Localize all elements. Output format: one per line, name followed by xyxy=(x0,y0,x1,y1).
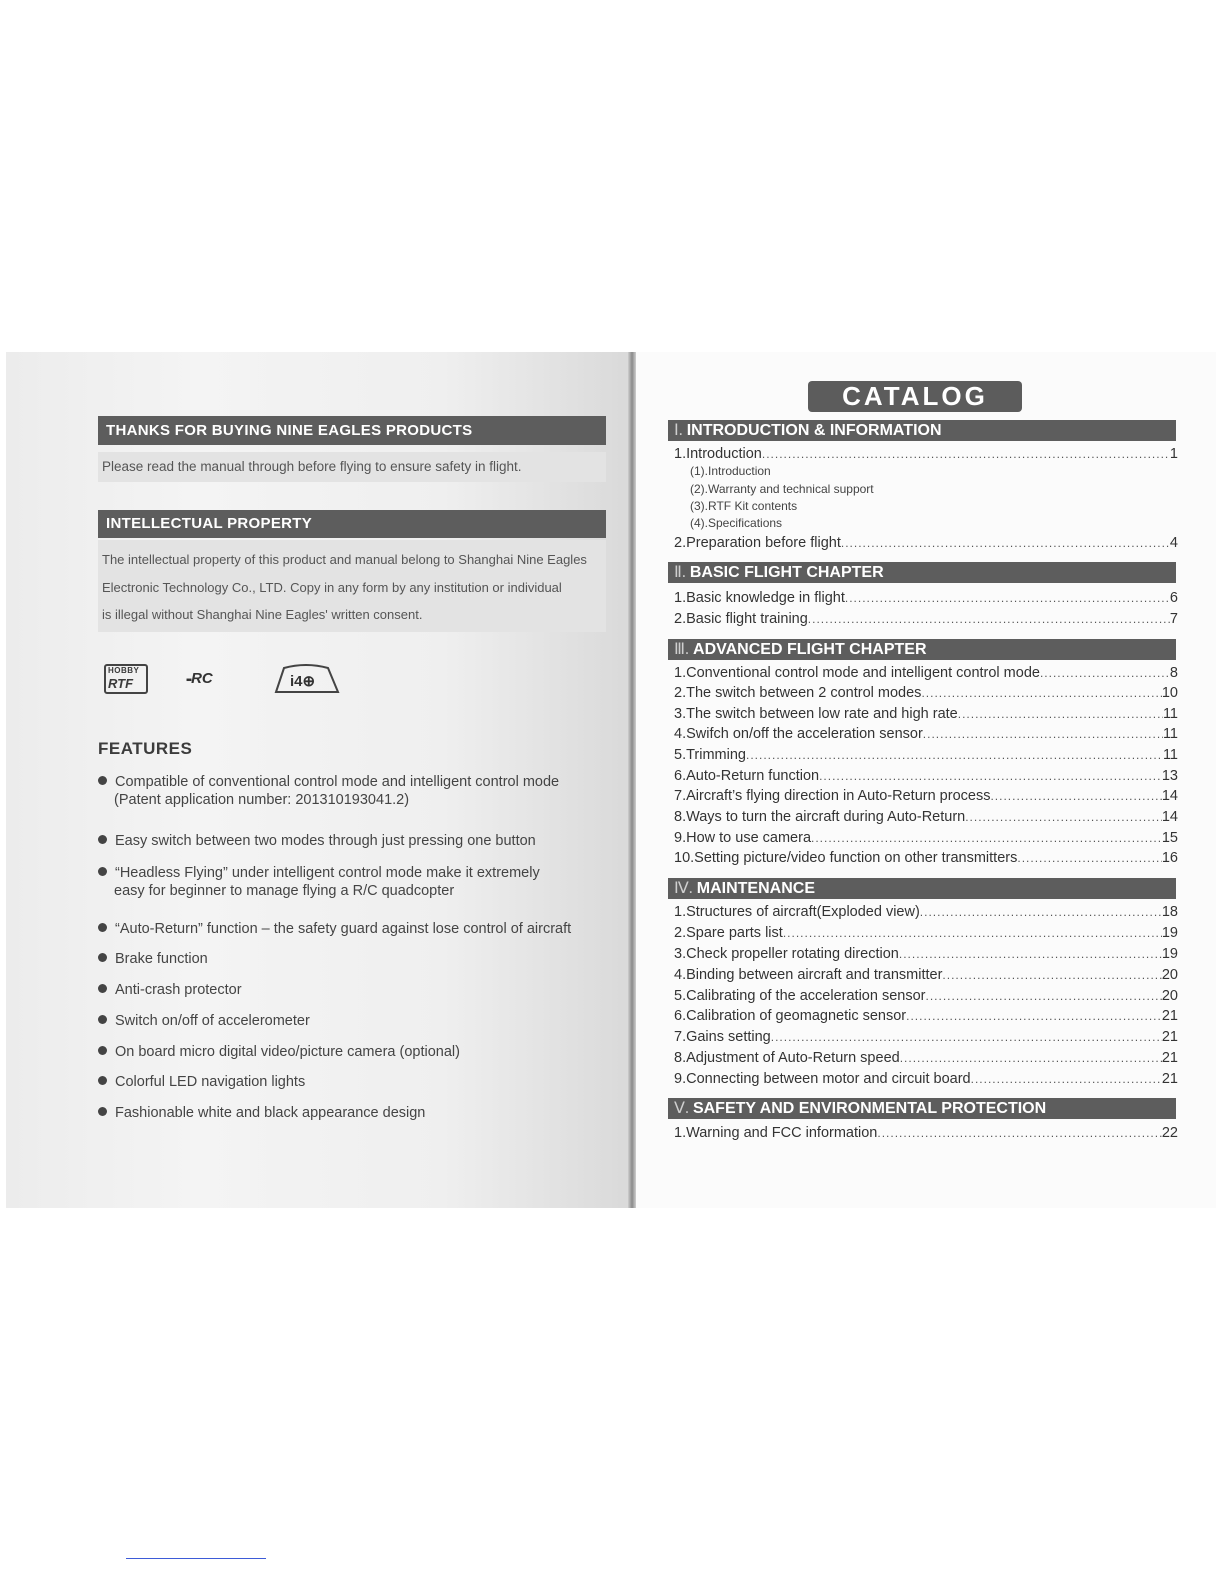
scan-artifact-line xyxy=(126,1558,266,1559)
feature-item xyxy=(98,832,608,850)
toc-entry[interactable] xyxy=(674,1049,1178,1067)
feature-text: Easy switch between two modes through just pressing one button xyxy=(115,833,536,849)
leader-dots xyxy=(746,746,1163,764)
intellectual-property-header: INTELLECTUAL PROPERTY xyxy=(98,510,606,538)
toc-page: 8 xyxy=(1169,665,1178,681)
feature-item xyxy=(98,864,608,900)
toc-page: 19 xyxy=(1161,925,1178,941)
toc-text: 1.Structures of aircraft(Exploded view) xyxy=(674,904,920,920)
toc-entry[interactable] xyxy=(674,829,1178,847)
leader-dots xyxy=(965,808,1162,826)
toc-text: 8.Ways to turn the aircraft during Auto-Return xyxy=(674,809,966,825)
leader-dots xyxy=(971,1070,1162,1088)
toc-page: 21 xyxy=(1161,1029,1178,1045)
section-title: ADVANCED FLIGHT CHAPTER xyxy=(693,641,927,658)
leader-dots xyxy=(1040,664,1170,682)
rc-logo: ▪▪RC xyxy=(186,670,213,687)
hobby-rtf-logo xyxy=(104,664,148,694)
leader-dots xyxy=(906,1007,1162,1025)
toc-entry[interactable] xyxy=(674,945,1178,963)
rtf-logo-text: RTF xyxy=(108,676,134,691)
i4-shield-logo xyxy=(272,664,340,694)
leader-dots xyxy=(845,589,1170,607)
rc-logo-text: RC xyxy=(191,670,213,687)
bullet-icon xyxy=(98,1107,107,1116)
leader-dots xyxy=(958,705,1163,723)
toc-subentry: (2).Warranty and technical support xyxy=(690,482,874,496)
toc-entry[interactable] xyxy=(674,664,1178,682)
ip-line: is illegal without Shanghai Nine Eagles' written consent. xyxy=(102,607,423,622)
feature-item xyxy=(98,773,608,809)
toc-page: 4 xyxy=(1169,535,1178,551)
leader-dots xyxy=(771,1028,1162,1046)
leader-dots xyxy=(841,534,1170,552)
toc-entry[interactable] xyxy=(674,746,1178,764)
leader-dots xyxy=(819,767,1162,785)
toc-subentry: (4).Specifications xyxy=(690,516,783,530)
toc-entry[interactable] xyxy=(674,767,1178,785)
leader-dots xyxy=(783,924,1162,942)
toc-entry[interactable] xyxy=(674,966,1178,984)
feature-text: “Headless Flying” under intelligent control mode make it extremely xyxy=(115,865,540,881)
leader-dots xyxy=(811,829,1162,847)
toc-text: 7.Gains setting xyxy=(674,1029,771,1045)
toc-text: 2.The switch between 2 control modes xyxy=(674,685,922,701)
toc-entry[interactable] xyxy=(674,1007,1178,1025)
toc-page: 16 xyxy=(1161,850,1178,866)
toc-text: 4.Swifch on/off the acceleration sensor xyxy=(674,726,923,742)
toc-page: 7 xyxy=(1169,611,1178,627)
toc-entry[interactable] xyxy=(674,445,1178,463)
toc-entry[interactable] xyxy=(674,1124,1178,1142)
toc-text: 5.Calibrating of the acceleration sensor xyxy=(674,988,926,1004)
toc-entry[interactable] xyxy=(674,787,1178,805)
feature-item xyxy=(98,1043,608,1061)
toc-entry[interactable] xyxy=(674,849,1178,867)
bullet-icon xyxy=(98,1076,107,1085)
toc-entry[interactable] xyxy=(674,1070,1178,1088)
toc-entry[interactable] xyxy=(674,924,1178,942)
toc-text: 4.Binding between aircraft and transmitter xyxy=(674,967,943,983)
section-title: INTRODUCTION & INFORMATION xyxy=(686,422,942,439)
leader-dots xyxy=(925,987,1161,1005)
toc-text: 6.Calibration of geomagnetic sensor xyxy=(674,1008,907,1024)
leader-dots xyxy=(762,445,1170,463)
section-numeral: Ⅱ. xyxy=(674,564,686,581)
intellectual-property-text xyxy=(98,540,606,632)
toc-text: 6.Auto-Return function xyxy=(674,768,820,784)
section-numeral: Ⅰ. xyxy=(674,422,683,439)
section-header xyxy=(668,420,1176,441)
feature-item xyxy=(98,950,608,968)
toc-entry[interactable] xyxy=(674,534,1178,552)
toc-text: 9.Connecting between motor and circuit board xyxy=(674,1071,971,1087)
leader-dots xyxy=(942,966,1161,984)
toc-text: 1.Basic knowledge in flight xyxy=(674,590,845,606)
leader-dots xyxy=(877,1124,1162,1142)
toc-text: 9.How to use camera xyxy=(674,830,812,846)
toc-page: 14 xyxy=(1161,809,1178,825)
toc-page: 11 xyxy=(1162,726,1178,742)
toc-entry[interactable] xyxy=(674,1028,1178,1046)
toc-text: 2.Preparation before flight xyxy=(674,535,841,551)
toc-text: 2.Spare parts list xyxy=(674,925,783,941)
toc-entry[interactable] xyxy=(674,610,1178,628)
toc-page: 21 xyxy=(1161,1008,1178,1024)
ip-line: Electronic Technology Co., LTD. Copy in any form by any institution or individual xyxy=(102,579,562,595)
toc-entry[interactable] xyxy=(674,808,1178,826)
toc-entry[interactable] xyxy=(674,705,1178,723)
feature-item xyxy=(98,981,608,999)
bullet-icon xyxy=(98,1046,107,1055)
toc-subentry: (3).RTF Kit contents xyxy=(690,499,798,513)
thanks-header: THANKS FOR BUYING NINE EAGLES PRODUCTS xyxy=(98,416,606,445)
leader-dots xyxy=(900,1049,1162,1067)
leader-dots xyxy=(808,610,1170,628)
toc-entry[interactable] xyxy=(674,684,1178,702)
toc-text: 2.Basic flight training xyxy=(674,611,808,627)
section-title: SAFETY AND ENVIRONMENTAL PROTECTION xyxy=(692,1100,1047,1117)
toc-page: 6 xyxy=(1169,590,1178,606)
toc-page: 21 xyxy=(1161,1071,1178,1087)
feature-text: Switch on/off of accelerometer xyxy=(115,1013,310,1029)
feature-text: “Auto-Return” function – the safety guard against lose control of aircraft xyxy=(115,921,572,937)
bullet-icon xyxy=(98,1015,107,1024)
feature-item xyxy=(98,1073,608,1091)
leader-dots xyxy=(920,903,1162,921)
section-header xyxy=(668,562,1176,583)
feature-text: Colorful LED navigation lights xyxy=(115,1074,306,1090)
feature-item xyxy=(98,1104,608,1122)
features-title: FEATURES xyxy=(98,739,193,758)
catalog-title: CATALOG xyxy=(808,381,1022,412)
bullet-icon xyxy=(98,867,107,876)
section-header xyxy=(668,639,1176,660)
toc-text: 1.Conventional control mode and intelligent control mode xyxy=(674,665,1040,681)
section-header xyxy=(668,1098,1176,1119)
section-numeral: Ⅴ. xyxy=(674,1100,689,1117)
bullet-icon xyxy=(98,835,107,844)
toc-page: 18 xyxy=(1161,904,1178,920)
toc-text: 8.Adjustment of Auto-Return speed xyxy=(674,1050,900,1066)
toc-page: 21 xyxy=(1161,1050,1178,1066)
feature-item xyxy=(98,1012,608,1030)
toc-page: 15 xyxy=(1161,830,1178,846)
toc-text: 7.Aircraft’s flying direction in Auto-Return process xyxy=(674,788,991,804)
section-header xyxy=(668,878,1176,899)
toc-text: 5.Trimming xyxy=(674,747,746,763)
toc-page: 11 xyxy=(1162,706,1178,722)
feature-text-cont: easy for beginner to manage flying a R/C quadcopter xyxy=(114,883,455,899)
bullet-icon xyxy=(98,984,107,993)
toc-text: 3.Check propeller rotating direction xyxy=(674,946,899,962)
feature-item xyxy=(98,920,608,938)
leader-dots xyxy=(923,725,1163,743)
toc-page: 13 xyxy=(1161,768,1178,784)
toc-page: 10 xyxy=(1161,685,1178,701)
toc-page: 20 xyxy=(1161,967,1178,983)
section-numeral: Ⅲ. xyxy=(674,641,690,658)
read-manual-note: Please read the manual through before flying to ensure safety in flight. xyxy=(98,452,606,482)
shield-logo-text: i4⊕ xyxy=(290,673,316,690)
leader-dots xyxy=(990,787,1161,805)
leader-dots xyxy=(921,684,1161,702)
hobby-logo-text: HOBBY xyxy=(108,666,140,675)
section-numeral: Ⅳ. xyxy=(674,880,693,897)
toc-entry[interactable] xyxy=(674,725,1178,743)
bullet-icon xyxy=(98,923,107,932)
toc-entry[interactable] xyxy=(674,903,1178,921)
ip-line: The intellectual property of this product and manual belong to Shanghai Nine Eagles xyxy=(102,552,587,567)
feature-text: Brake function xyxy=(115,951,208,967)
toc-entry[interactable] xyxy=(674,987,1178,1005)
leader-dots xyxy=(899,945,1162,963)
leader-dots xyxy=(1017,849,1162,867)
toc-page: 11 xyxy=(1162,747,1178,763)
toc-page: 20 xyxy=(1161,988,1178,1004)
section-title: MAINTENANCE xyxy=(696,880,815,897)
section-title: BASIC FLIGHT CHAPTER xyxy=(689,564,884,581)
toc-entry[interactable] xyxy=(674,589,1178,607)
feature-text: Compatible of conventional control mode and intelligent control mode xyxy=(115,774,560,790)
brand-logos xyxy=(104,664,364,698)
feature-text: On board micro digital video/picture camera (optional) xyxy=(115,1044,460,1060)
toc-subentry: (1).Introduction xyxy=(690,464,771,478)
toc-text: 1.Introduction xyxy=(674,446,762,462)
toc-page: 14 xyxy=(1161,788,1178,804)
bullet-icon xyxy=(98,953,107,962)
toc-text: 1.Warning and FCC information xyxy=(674,1125,878,1141)
feature-text: Anti-crash protector xyxy=(115,982,242,998)
feature-text-cont: (Patent application number: 201310193041.2) xyxy=(114,792,410,808)
toc-page: 22 xyxy=(1161,1125,1178,1141)
toc-page: 1 xyxy=(1169,446,1178,462)
bullet-icon xyxy=(98,776,107,785)
toc-text: 3.The switch between low rate and high rate xyxy=(674,706,958,722)
feature-text: Fashionable white and black appearance design xyxy=(115,1105,426,1121)
toc-page: 19 xyxy=(1161,946,1178,962)
toc-text: 10.Setting picture/video function on other transmitters xyxy=(674,850,1018,866)
